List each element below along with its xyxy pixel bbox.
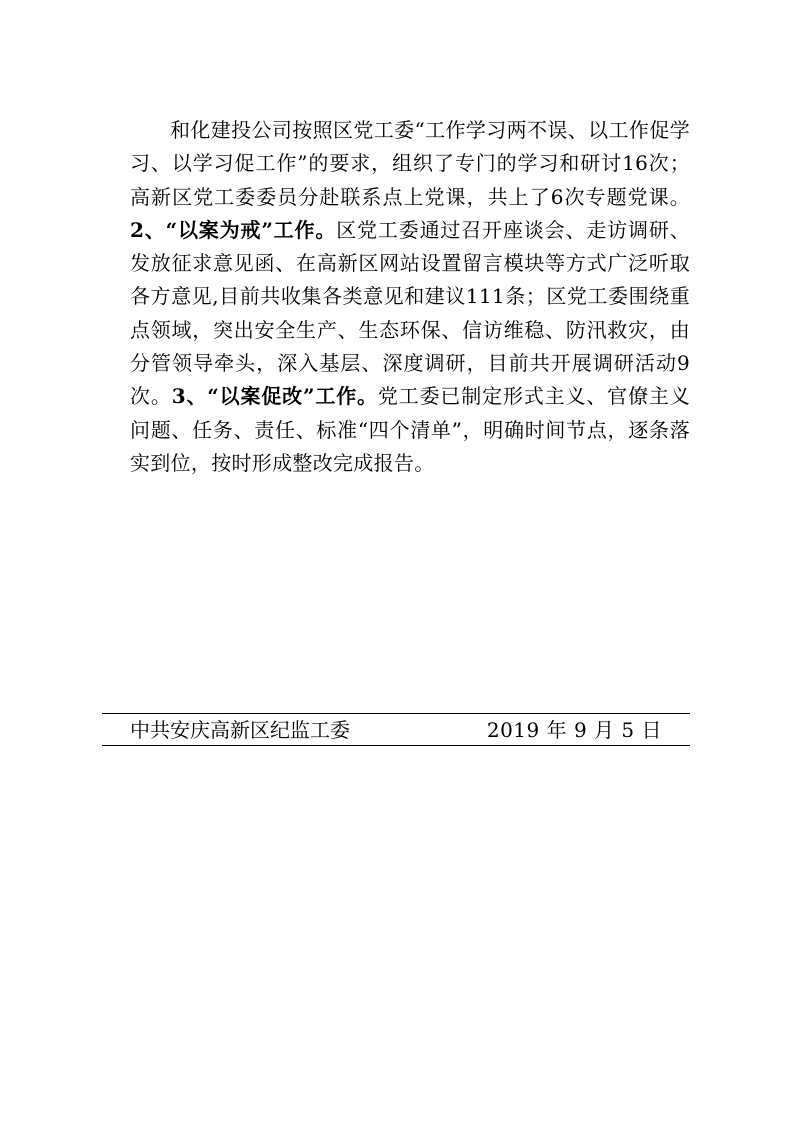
issuing-organization: 中共安庆高新区纪监工委 — [130, 718, 350, 742]
section-heading-3: 3、“以案促改”工作。 — [171, 384, 378, 409]
paragraph-text-1: 和化建投公司按照区党工委“工作学习两不误、以工作促学习、以学习促工作”的要求，组织了专门的学习和研讨16次；高新区党工委委员分赴联系点上党课，共上了6次专题党课。 — [130, 118, 690, 209]
section-heading-2: 2、“以案为戒”工作。 — [130, 217, 337, 242]
issue-date: 2019 年 9 月 5 日 — [486, 718, 662, 742]
body-paragraph — [130, 114, 690, 480]
paragraph-text-3: 党工委已制定形式主义、官僚主义问题、任务、责任、标准“四个清单”，明确时间节点，逐条落实到位，按时形成整改完成报告。 — [130, 384, 690, 475]
document-footer — [102, 713, 690, 746]
paragraph-text-2: 区党工委通过召开座谈会、走访调研、发放征求意见函、在高新区网站设置留言模块等方式广泛听取各方意见,目前共收集各类意见和建议111条；区党工委围绕重点领域，突出安全生产、生态环保、信访维稳、防汛救灾，由分管领导牵头，深入基层、深度调研，目前共开展调研活动9次。 — [130, 217, 690, 409]
